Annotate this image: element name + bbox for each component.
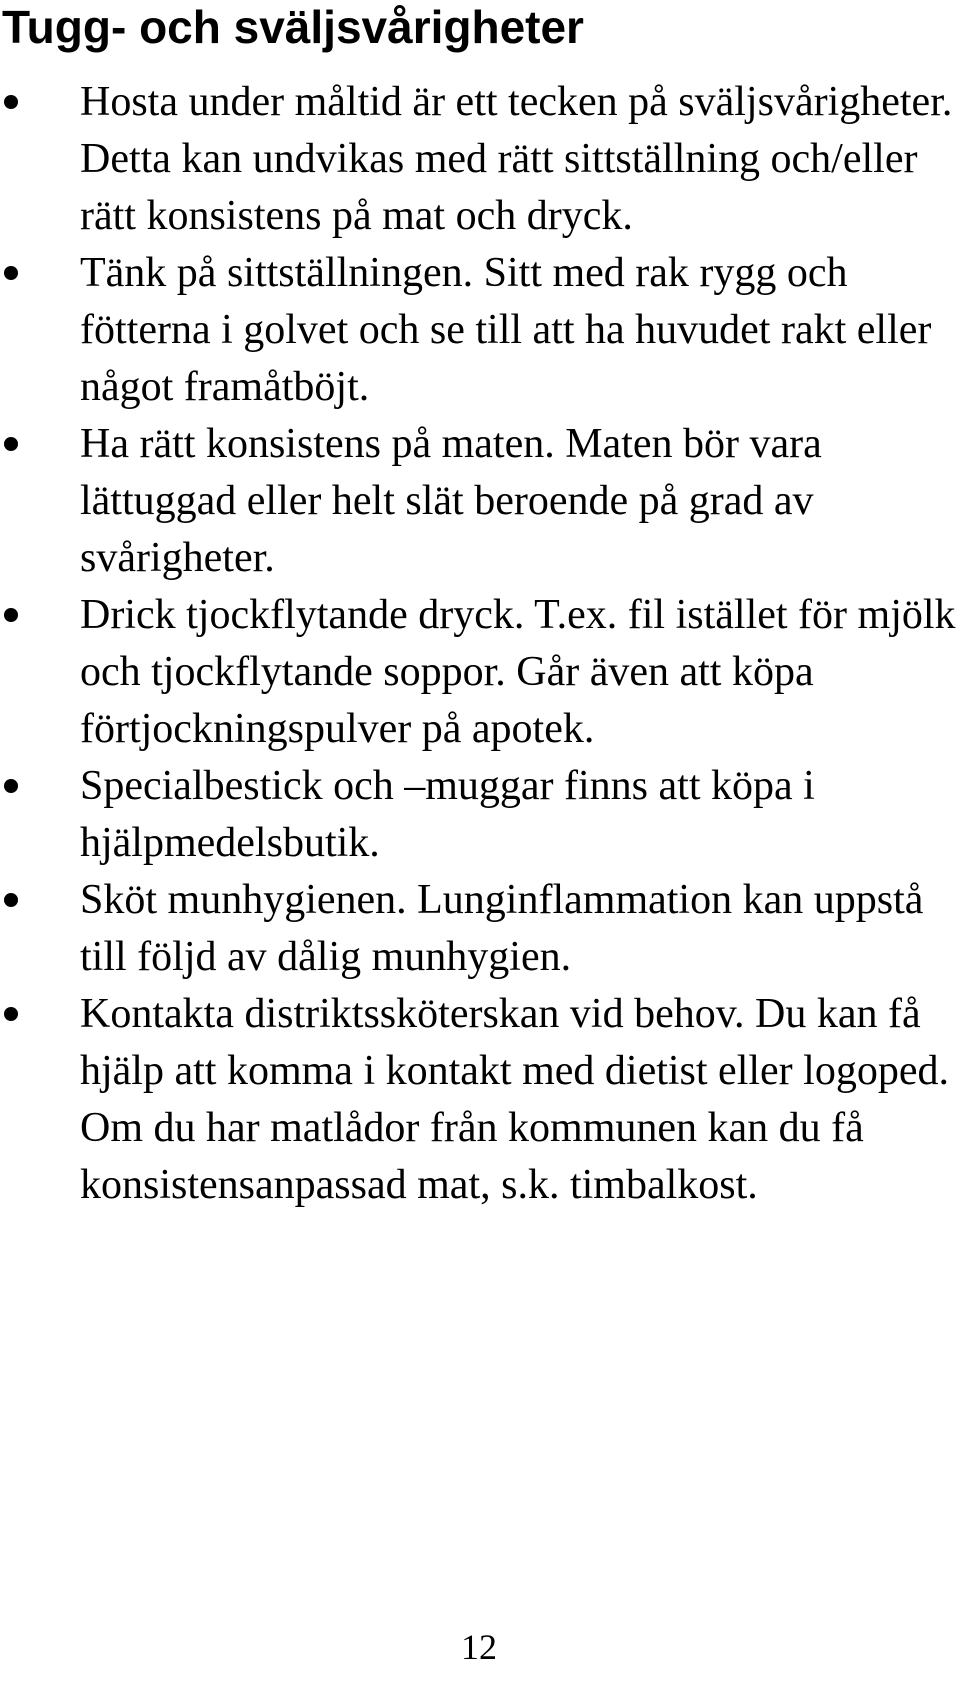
bullet-point-icon	[4, 893, 18, 907]
list-item-text: Hosta under måltid är ett tecken på sväljsvårigheter. Detta kan undvikas med rätt sittställning och/eller rätt konsistens på mat och dryck.	[80, 79, 953, 239]
bullet-point-icon	[4, 437, 18, 451]
list-item	[0, 587, 960, 758]
list-item	[0, 758, 960, 872]
list-item-text: Specialbestick och –muggar finns att köpa i hjälpmedelsbutik.	[80, 763, 815, 866]
page-title: Tugg- och sväljsvårigheter	[2, 1, 584, 53]
bullet-list	[0, 74, 960, 1214]
list-item	[0, 245, 960, 416]
list-item-text: Tänk på sittställningen. Sitt med rak rygg och fötterna i golvet och se till att ha huvudet rakt eller något framåtböjt.	[80, 250, 932, 410]
list-item-text: Kontakta distriktssköterskan vid behov. Du kan få hjälp att komma i kontakt med dietist eller logoped. Om du har matlådor från kommunen kan du få konsistensanpassad mat, s.k. timbalkost.	[80, 991, 949, 1208]
list-item	[0, 416, 960, 587]
list-item	[0, 74, 960, 245]
list-item-text: Ha rätt konsistens på maten. Maten bör vara lättuggad eller helt slät beroende på grad av svårigheter.	[80, 421, 822, 581]
page-number: 12	[461, 1627, 497, 1667]
bullet-point-icon	[4, 266, 18, 280]
list-item	[0, 872, 960, 986]
bullet-point-icon	[4, 1007, 18, 1021]
list-item	[0, 986, 960, 1214]
bullet-point-icon	[4, 95, 18, 109]
bullet-point-icon	[4, 608, 18, 622]
bullet-point-icon	[4, 779, 18, 793]
list-item-text: Sköt munhygienen. Lunginflammation kan uppstå till följd av dålig munhygien.	[80, 877, 924, 980]
list-item-text: Drick tjockflytande dryck. T.ex. fil istället för mjölk och tjockflytande soppor. Går även att köpa förtjockningspulver på apotek.	[80, 592, 956, 752]
